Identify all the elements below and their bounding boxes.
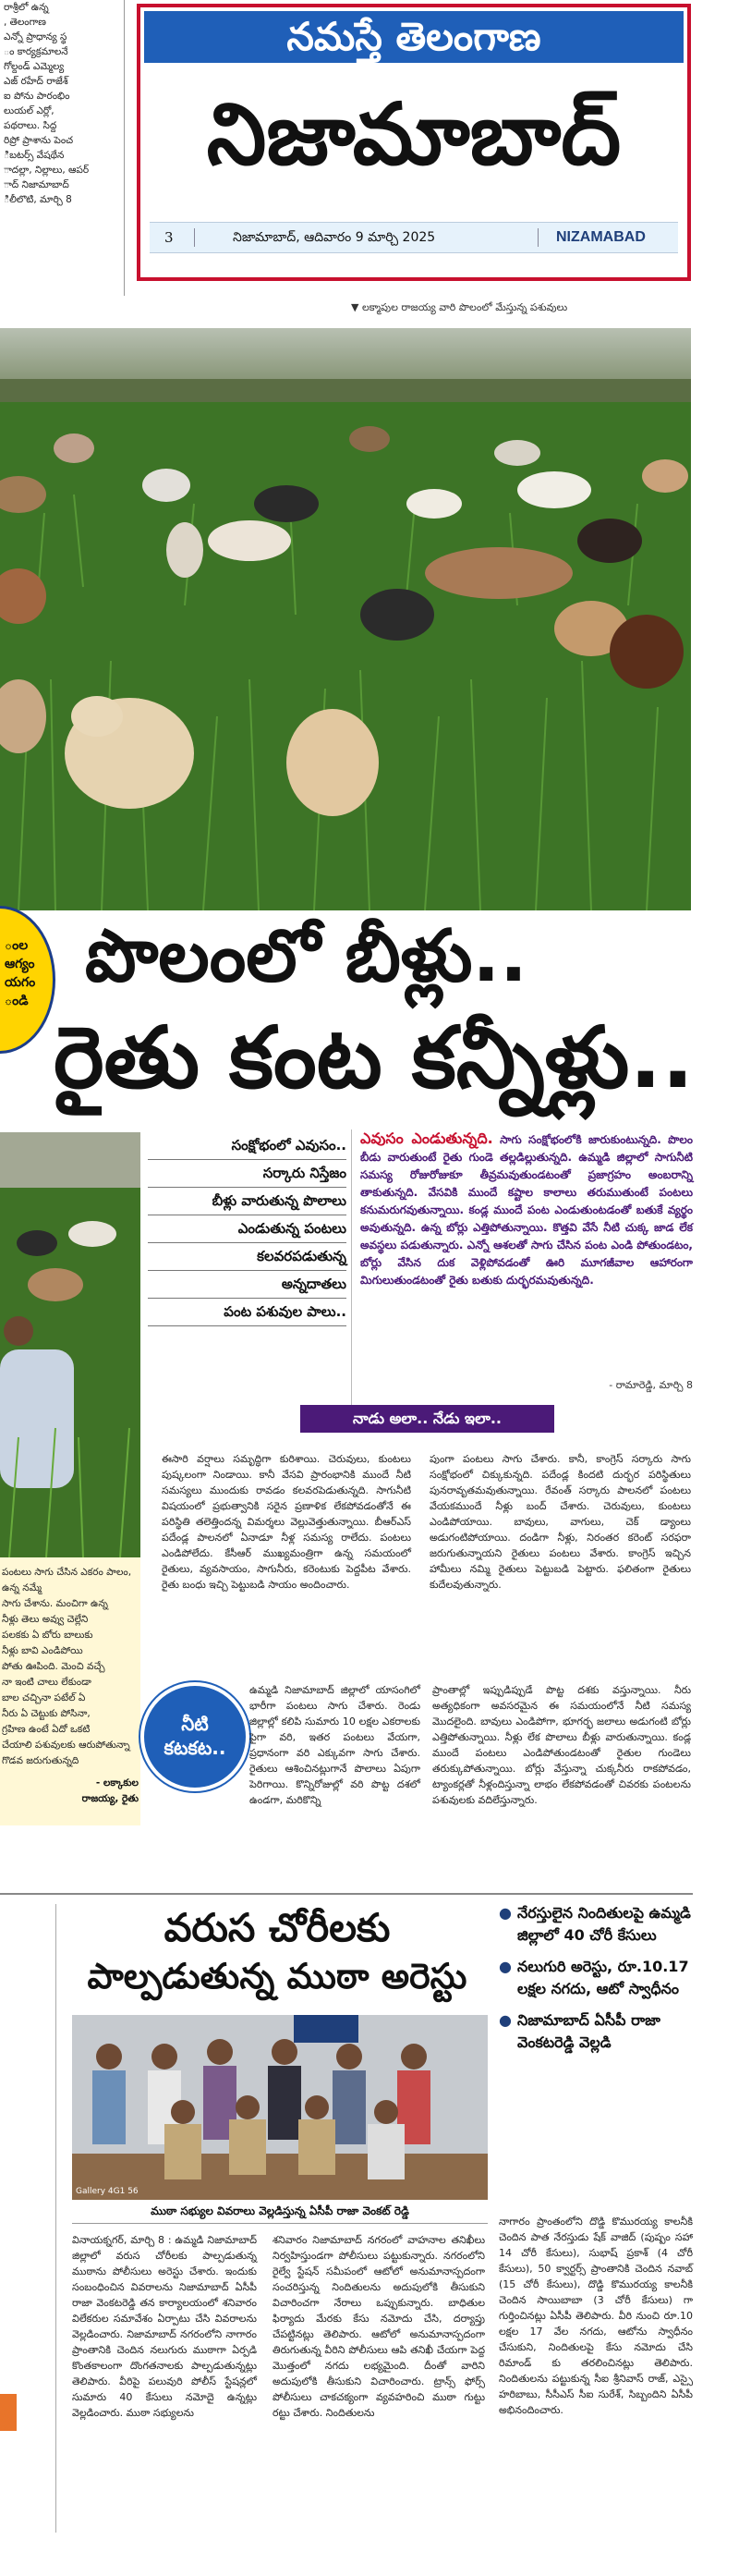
snippet-line: ిలీలొటి, మార్చి 8 [4, 194, 72, 205]
side-badge-line: ంల [5, 938, 29, 953]
goats-grazing-photo [0, 328, 691, 910]
crime-bullet-text: నేరస్తులైన నిందితులపై ఉమ్మడి జిల్లాలో 40 చోరీ కేసులు [516, 1904, 691, 1944]
farmer-quote-line: చేయాలి పశువులకు ఆరుపోతున్నా [2, 1740, 130, 1751]
section-banner: నాడు అలా.. నేడు ఇలా.. [300, 1405, 554, 1433]
farmer-quote-line: గొడవ జరుగుతున్నది [2, 1755, 79, 1766]
left-column-snippet [0, 0, 127, 296]
side-badge-text [5, 936, 35, 1010]
farmer-quote-text [2, 1565, 139, 1769]
side-badge-line: ండి [5, 994, 29, 1008]
farmer-quote-byline: - లక్కాకుల రాజయ్య, రైతు [81, 1777, 139, 1804]
pull-quote-line: సంక్షోభంలో ఎవుసం.. [148, 1132, 346, 1160]
snippet-line: ఐ పోను పారంభిం [4, 91, 70, 102]
crime-bullet [499, 1956, 693, 2000]
caption-arrow-icon: ▼ [351, 301, 362, 313]
side-badge-line: యగం [5, 975, 36, 990]
crime-body-col3: నాగారం ప్రాంతంలోని దొడ్డి కొమురయ్య కాలనీకి చెందిన పాత నేరస్తుడు షేక్ వాజిద్ (పుష్పం సహా 14 చోరీ కేసులు), సుభాష్ ప్రకాశ్ (4 చోరీ కేసులు), 50 క్వార్టర్స్ ప్రాంతానికి చెందిన నవాబ్ (15 చోరీ కేసులు), దొడ్డి కొమురయ్య కాలనీకి చెందిన సాయిబాబా (3 చోరీ కేసులు) గా గుర్తించినట్లు ఏసీపీ తెలిపారు. వీరి నుంచి రూ.10 లక్షల 17 వేల నగదు, ఆటోను స్వాధీనం చేసుకుని, నిందితులపై కేసు నమోదు చేసి రిమాండ్ కు తరలించినట్లు తెలిపారు. నిందితులను పట్టుకున్న సీఐ శ్రీనివాస్ రాజ్, ఎస్సై హరిబాబు, సీసీఎస్ సీఐ సురేశ్, సిబ్బందిని ఏసీపీ అభినందించారు. [499, 2216, 693, 2416]
page-number: 3 [164, 229, 174, 246]
pull-quote-line: ఎండుతున్న పంటలు [148, 1215, 346, 1243]
snippet-line: ఎన్నో ప్రాధాన్య స్థ [4, 31, 67, 43]
farmer-quote-line: బాల చచ్చినా పటేల్ ఏ [2, 1692, 86, 1703]
city-en: NIZAMABAD [556, 229, 646, 245]
crime-bullet [499, 1902, 693, 1947]
badge-line2: కటకట.. [164, 1737, 226, 1759]
crime-bullets [499, 1902, 693, 2063]
intro-byline: - రామారెడ్డి, మార్చి 8 [609, 1379, 693, 1391]
farmer-quote-box [0, 1557, 140, 1825]
snippet-line: ాద్ నిజామాబాద్ [4, 179, 69, 190]
pull-quote-line: సర్కారు నిస్తేజం [148, 1160, 346, 1188]
dateline-bar [150, 222, 678, 253]
snippet-line: ఎజ్ రహేద్ రాజేశ్ [4, 76, 68, 87]
farmer-quote-line: పలకకు ఏ బోరు బాలుకు [2, 1630, 93, 1641]
farmer-quote-line: సాగు చేశాను. మంచిగా ఉన్న [2, 1598, 108, 1609]
photo-caption: ▼ లక్మాపుల రాజయ్య వారి పొలంలో మేస్తున్న పశువులు [351, 301, 568, 313]
bullet-icon: ● [499, 1958, 512, 1975]
separator [538, 228, 539, 247]
crime-headline-1: వరుస చోరీలకు [164, 1905, 391, 1950]
farmer-quote-line: నీరు ఏ చెట్టుకు పోసినా, [2, 1708, 91, 1719]
article-col-c: ఉమ్మడి నిజామాబాద్ జిల్లాలో యాసంగిలో భారీగా పంటలు సాగు చేశారు. రెండు జిల్లాల్లో కలిపి సుమారు 10 లక్షల ఎకరాలకు పైగా వరి, ఇతర పంటలు వేయగా, ప్రధానంగా వరి ఎక్కువగా సాగు చేశారు. రైతులు ఆశించినట్లుగానే పొలాలు ఏపుగా పెరిగాయి. కొన్నిరోజుల్లో వరి పొట్ట దశలో ఉండగా, మరికొన్ని [249, 1684, 420, 1806]
article-col-b: పుంగా పంటలు సాగు చేశారు. కానీ, కాంగ్రెస్ సర్కారు సాగు సంక్షోభంలో చిక్కుకున్నది. పదేండ్ల కిందటి దుర్భర పరిస్థితులు పునరావృతమవుతున్నాయి. రేవంత్ సర్కారు పాలనలో పంటలు వేయకముందే నీళ్లు బంద్ చేశారు. చెరువులు, కుంటలు ఎండిపోయాయి. బావులు, వాగులు, చెక్ డ్యాంలు అడుగంటిపోయాయి. దండిగా నీళ్లు, నిరంతర కరెంట్ సరఫరా జరుగుతున్నాయని రైతులు పంటలు వేశారు. కాంగ్రెస్ ఇచ్చిన హామీలు నమ్మి రైతులు పెట్టుబడి పెట్టారు. ఫలితంగా రైతులు కుదేలవుతున్నారు. [430, 1453, 691, 1591]
city-title: నిజామాబాద్ [206, 85, 622, 184]
crime-headline-2: పాల్పడుతున్న ముఠా అరెస్టు [87, 1956, 467, 1996]
crime-photo-caption: ముఠా సభ్యుల వివరాలు వెల్లడిస్తున్న ఏసీపీ రాజా వెంకట్ రెడ్డి [151, 2204, 409, 2217]
dateline: నిజామాబాద్, ఆదివారం 9 మార్చి 2025 [233, 230, 436, 245]
crime-bullet-text: నిజామాబాద్ ఏసీపీ రాజా వెంకటరెడ్డి వెల్లడి [516, 2011, 660, 2051]
snippet-line: ిబటర్స్ వేషథేన [4, 150, 65, 161]
snippet-line: రిప్రో ప్రాశాను పెంచ [4, 135, 74, 146]
farmer-quote-line: నీళ్లు బావి ఎండిపోయి [2, 1645, 83, 1656]
snippet-line: లుయల్ ఎర్లో, [4, 105, 55, 116]
water-crisis-badge [140, 1682, 249, 1791]
photo-credit: Gallery 4G1 56 [76, 2187, 139, 2196]
farmer-quote-line: గ్రహిణ ఉంటే ఏదో ఒకటి [2, 1724, 91, 1735]
farmer-photo [0, 1132, 140, 1557]
pull-quote-line: అన్నదాతలు [148, 1271, 346, 1299]
crime-bullet-text: నలుగురి అరెస్టు, రూ.10.17 లక్షల నగదు, ఆటో స్వాధీనం [516, 1958, 689, 1997]
intro-lead: ఎవుసం ఎండుతున్నది. [360, 1129, 493, 1147]
farmer-illustration [0, 1132, 140, 1557]
crime-bullet [499, 2009, 693, 2054]
crime-photo-illustration [72, 2015, 488, 2200]
snippet-line: రాశ్రీలో ఉన్న [4, 2, 49, 13]
article-col-d: ప్రాంతాల్లో ఇప్పుడిప్పుడే పొట్ట దశకు వస్తున్నాయి. నీరు అత్యధికంగా అవసరమైన ఈ సమయంలోనే నీటి సమస్య మొదలైంది. బావులు ఎండిపోగా, భూగర్భ జలాలు అడుగంటి బోర్లు ఎత్తిపోతున్నాయి. నీళ్లు లేక పొలాలు బీళ్లు వారుతున్నాయి. కండ్ల ముందే పంటలు ఎండిపోతుండటంతో రైతుల గుండెలు తరుక్కుపోతున్నాయి. బోర్లు వేస్తున్నా చుక్కనీరు రాకపోవడం, ట్యాంకర్లతో నీళ్లందిస్తున్నా లాభం లేకపోవడంతో చివరకు పంటలను పశువులకు వదిలేస్తున్నారు. [432, 1684, 691, 1806]
farmer-quote-line: పోతు ఊపింది. మెంచి వచ్చే [2, 1661, 105, 1672]
crime-body-col2: శనివారం నిజామాబాద్ నగరంలో వాహనాల తనిఖీలు నిర్వహిస్తుండగా పోలీసులు పట్టుకున్నారు. నగరంలోని రైల్వే స్టేషన్ సమీపంలో ఆటోలో అనుమానాస్పదంగా సంచరిస్తున్న నిందితులను అదుపులోకి తీసుకుని విచారించగా నేరాలు ఒప్పుకున్నారు. బాధితుల ఫిర్యాదు మేరకు కేసు నమోదు చేసి, దర్యాప్తు చేపట్టినట్లు తెలిపారు. ఆటోలో అనుమానాస్పదంగా తిరుగుతున్న వీరిని పోలీసులు ఆపి తనిఖీ చేయగా పెద్ద మొత్తంలో నగదు లభ్యమైంది. దీంతో వారిని అదుపులోకి తీసుకుని విచారించారు. ట్రాన్స్ ఫోర్స్ పోలీసులు చాకచక్యంగా వ్యవహరించి ముఠా గుట్టు రట్టు చేశారు. నిందితులను [273, 2234, 485, 2419]
left-edge-ad [0, 2394, 17, 2431]
left-edge-rule [55, 1904, 56, 2533]
intro-text: సాగు సంక్షోభంలోకి జారుకుంటున్నది. పొలం బీడు వారుతుంటే రైతు గుండె తల్లడిల్లుతున్నది. ఉమ్మడి జిల్లాలో సాగునీటి సమస్య రోజురోజుకూ తీవ్రమవుతుండటంతో ప్రజాగ్రహం అంబరాన్ని తాకుతున్నది. వేసవికి ముందే కష్టాల కాలాలు తరుముతుంటే పంటలు కనుమరుగవుతున్నాయి. కండ్ల ముందే పంట ఎండుతుంటడంతో బతుకే వ్యర్థం అవుతున్నది. ఉన్న బోర్లు ఎత్తిపోతున్నాయి. కొత్తవి వేసే నీటి చుక్క జాడ లేక అవస్థలు పడుతున్నారు. ఎన్నో ఆశలతో సాగు చేసిన పంట ఎండి పోతుండటం, బోర్లు వేసిన దుక వెళ్లిపోవడంతో ఊరి మూగజీవాల ఆహారంగా మిగులుతుండటంతో రైతు బతుకు దుర్భరమవుతున్నది. [360, 1133, 693, 1287]
crime-photo [72, 2015, 488, 2200]
pull-quote-line: పంట పశువుల పాలు.. [148, 1299, 346, 1326]
snippet-line: పథరాలు. సిద్ద [4, 120, 57, 131]
headline-line2: రైతు కంట కన్నీళ్లు.. [54, 1008, 695, 1107]
headline-line1: పొలంలో బీళ్లు.. [85, 915, 527, 998]
intro-paragraph [360, 1129, 693, 1289]
snippet-line: గోల్దండ్ ఎమ్మెల్య [4, 61, 65, 72]
pull-quotes [148, 1132, 346, 1326]
farmer-quote-line: పంటలు సాగు చేసిన ఎకరం పాలం, ఉన్న నమ్మే [2, 1567, 132, 1593]
caption-rule [72, 2223, 488, 2224]
photo-illustration [0, 328, 691, 910]
bullet-icon: ● [499, 2011, 512, 2029]
badge-line1: నీటి [181, 1713, 209, 1735]
article-col-a: ఈసారి వర్షాలు సమృద్ధిగా కురిశాయి. చెరువులు, కుంటలు పుష్కలంగా నిండాయి. కానీ వేసవి ప్రారంభానికి ముందే నీటి సమస్యలు ముందుకు రావడం కలవరపెడుతున్నది. సాగునీటి విషయంలో ప్రభుత్వానికి సరైన ప్రణాళిక లేకపోవడంతోనే ఈ పరిస్థితి తలెత్తిందన్న విమర్శలు వెల్లువెత్తుతున్నాయి. బీఆర్ఎస్ పదేండ్ల పాలనలో ఏనాడూ నీళ్ల సమస్య రాలేదు. పంటలు ఎండిపోలేదు. కేసీఆర్ ముఖ్యమంత్రిగా ఉన్న సమయంలో రైతులు, వ్యవసాయం, సాగునీరు, కరెంటుకు పెద్దపీట వేశారు. రైతు బంధు ఇచ్చి పెట్టుబడి సాయం అందించారు. [162, 1453, 411, 1591]
snippet-line: , తెలంగాణ [4, 17, 46, 28]
column-divider [124, 0, 125, 296]
side-badge-line: ఆగ్యం [5, 957, 35, 971]
pull-quote-divider [351, 1129, 352, 1407]
brand-title: నమస్తే తెలంగాణ [144, 11, 684, 63]
crime-body-col1: వినాయక్నగర్, మార్చి 8 : ఉమ్మడి నిజామాబాద్ జిల్లాలో వరుస చోరీలకు పాల్పడుతున్న ముఠాను పోలీసులు అరెస్టు చేశారు. ఇందుకు సంబంధించిన వివరాలను నిజామాబాద్ ఏసీపీ రాజా వెంకటరెడ్డి తన కార్యాలయంలో శనివారం విలేకరుల సమావేశం ఏర్పాటు చేసి వివరాలను వెల్లడించారు. నిజామాబాద్ నగరంలోని నాగారం ప్రాంతానికి చెందిన నలుగురు ముఠాగా ఏర్పడి కొంతకాలంగా దొంగతనాలకు పాల్పడుతున్నట్లు తెలిపారు. వీరిపై పలువురి పోలీస్ స్టేషన్లలో సుమారు 40 కేసులు నమోదై ఉన్నట్లు వెల్లడించారు. ముఠా సభ్యులను [72, 2234, 257, 2419]
snippet-line: ాదల్లా, నిల్లాలు, ఆపర్ [4, 165, 90, 176]
snippet-line: ం కార్యక్రమాలనే [4, 46, 68, 57]
side-badge [0, 906, 55, 1054]
pull-quote-line: కలవరపడుతున్న [148, 1243, 346, 1271]
pull-quote-line: బీళ్లు వారుతున్న పొలాలు [148, 1188, 346, 1215]
separator [194, 228, 195, 247]
farmer-quote-line: నా ఇంటి చాలు లేకుండా [2, 1677, 91, 1688]
story-divider [0, 1893, 693, 1895]
masthead [137, 4, 691, 281]
bullet-icon: ● [499, 1904, 512, 1922]
farmer-quote-line: నీళ్లు తెలు అవ్వు చెల్లేని [2, 1614, 89, 1625]
